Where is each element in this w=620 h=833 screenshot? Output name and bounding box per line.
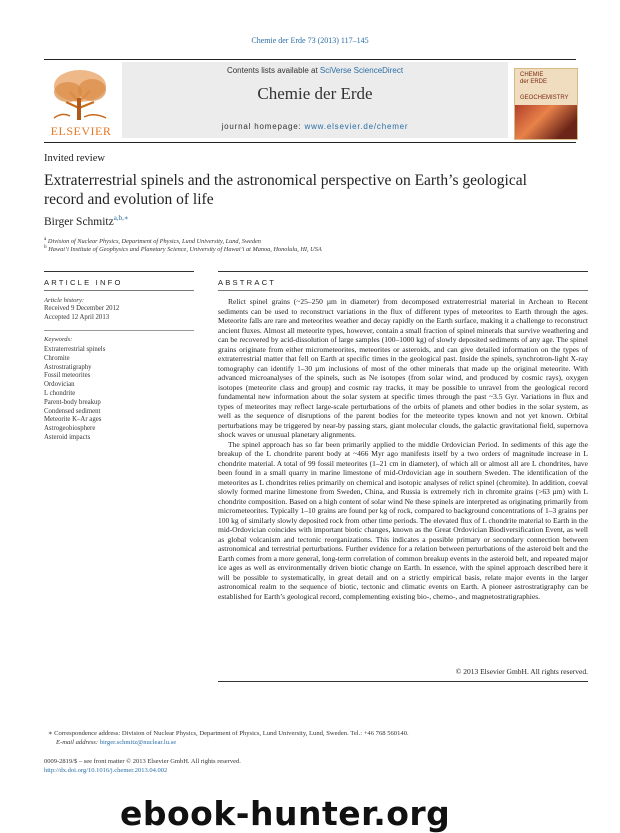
history-label: Article history: [44,297,85,304]
article-title-line1: Extraterrestrial spinels and the astronomical perspective on Earth’s geological [44,172,527,189]
keyword-item: Astrogeobiosphere [44,425,96,433]
affiliation-b [44,244,322,253]
section-type: Invited review [44,153,105,164]
keyword-item: Condensed sediment [44,407,101,415]
email-link[interactable]: birger.schmitz@nuclear.lu.se [99,739,177,746]
cover-subtitle: GEOCHEMISTRY [520,95,569,101]
keyword-item: Parent-body breakup [44,398,101,406]
affiliation-b-mark: b [44,244,47,250]
affiliation-a-text: Division of Nuclear Physics, Department of Physics, Lund University, Lund, Sweden [47,238,261,246]
sciencedirect-link[interactable]: SciVerse ScienceDirect [319,66,404,75]
homepage-prefix: journal homepage: [221,122,305,131]
abstract-paragraph-2: The spinel approach has so far been primarily applied to the middle Ordovician Period. In sediments of this age the breakup of the L chondrite parent body at ~466 Myr ago manifests itself by a two orders of magnitude increase in L chondrite material. A total of 99 fossil meteorites (1–21 cm in diameter), of which all or almost all are L chondrites, have been found in a small quarry in marine limestone of mid-Ordovician age in southern Sweden. The identification of the meteorites as L chondrites relies primarily on chemical and isotopic analyses of relict spinel (chromite). In addition, coeval slowly formed marine limestone from Sweden, China, and Russia is extremely rich in chromite grains (>63 µm) with L chondrite composition. Based on a high content of solar wind Ne these spinels are interpreted as originating primarily from micrometeorites. Typically 1–10 grains are found per kg of rock, compared to background concentrations of 1–3 grains per 100 kg of similarly slowly deposited rock from other time periods. The elevated flux of L chondrite material to Earth in the mid-Ordovician coincides with important biotic changes, known as the Great Ordovician Biodiversification Event, as well as global volcanism and tectonic reorganizations. This indicates a possible primary or secondary connection between astronomical and terrestrial perturbations. Further evidence for a relation between perturbations of the asteroid belt and the Earth comes from a more general, long-term correlation of common breakup events in the asteroid belt, and repeated major ice ages as well as environmentally driven biotic change on Earth. In essence, with the spinel approach described here it will be possible to systematically, in great detail and on a strictly empirical basis, relate major events in the larger astronomical realm to the sequence of biotic, tectonic and climatic events on Earth. A pioneer astrostratigraphy can be established for Earth’s geological record, complementing existing bio-, chemo-, and magnetostratigraphies. [218,439,588,601]
keywords-divider [44,330,194,331]
correspondence-footnote [48,729,586,747]
contents-line [122,66,508,75]
article-title [44,171,584,209]
cover-image [515,105,577,139]
keyword-item: Meteorite K–Ar ages [44,416,102,424]
doi-link[interactable]: http://dx.doi.org/10.1016/j.chemer.2013.04.002 [44,766,168,774]
received-date: Received 9 December 2012 [44,305,120,312]
keyword-item: Chromite [44,354,70,362]
abstract-rule-top [218,271,588,272]
keyword-item: L chondrite [44,389,76,397]
email-label: E-mail address: [56,739,99,746]
issn-line: 0009-2819/$ – see front matter © 2013 Elsevier GmbH. All rights reserved. [44,758,241,765]
author-name[interactable]: Birger Schmitz [44,215,114,228]
homepage-link[interactable]: www.elsevier.de/chemer [304,122,409,131]
footnote-mark: ∗ [48,730,53,737]
affiliation-b-text: Hawai’i Institute of Geophysics and Planetary Science, University of Hawai’i at Manoa, Honolulu, HI, USA [48,246,322,254]
keyword-item: Asteroid impacts [44,433,91,441]
article-info-rule-top [44,271,194,272]
contents-box [122,62,508,138]
article-title-line2: record and evolution of life [44,191,214,208]
abstract-body [218,297,588,601]
author-affiliation-marks[interactable]: a,b,∗ [113,214,129,222]
accepted-date: Accepted 12 April 2013 [44,314,110,321]
article-info-heading: ARTICLE INFO [44,278,123,287]
cover-title-line1: CHEMIE [520,72,544,78]
abstract-rule-bottom [218,290,588,291]
watermark-text: ebook-hunter.org [120,794,451,833]
contents-prefix: Contents lists available at [226,66,320,75]
keyword-item: Fossil meteorites [44,372,91,380]
article-info-rule-bottom [44,290,194,291]
journal-reference[interactable]: Chemie der Erde 73 (2013) 117–145 [251,36,369,45]
keyword-item: Extraterrestrial spinels [44,346,106,353]
elsevier-logo[interactable] [44,62,118,138]
abstract-rule-end [218,681,588,682]
author-line [44,214,129,228]
abstract-heading: ABSTRACT [218,278,277,287]
elsevier-wordmark: ELSEVIER [50,124,112,138]
keywords-label: Keywords: [44,336,73,343]
keyword-item: Ordovician [44,381,75,389]
affiliation-a-mark: a [44,236,47,242]
cover-title-line2: der ERDE [520,79,548,85]
journal-cover-thumbnail[interactable] [514,68,578,140]
abstract-paragraph-1: Relict spinel grains (~25–250 µm in diameter) from decomposed extraterrestrial material in Archean to Recent sediments can be used to reconstruct variations in the flux of different types of meteorites to Earth through the ages. Meteorite falls are rare and meteorites weather and decay rapidly on the Earth surface, making it a challenge to reconstruct ancient fluxes. Almost all meteorite types, however, contain a small fraction of spinel minerals that survive weathering and can be recovered by acid-dissolution of large samples (100–1000 kg) of slowly deposited sediments of any age. The spinel grains originate from either micrometeorites, meteorites or asteroids, and can give detailed information on the types of extraterrestrial matter that fell on Earth at specific times in the geological past. Inside the spinels, synchrotron-light X-ray tomography can identify 1–30 µm inclusions of most of the other minerals that made up the original meteorite. With advanced microanalyses of the spinels, such as Ne isotopes (from solar wind, and produced by cosmic rays), oxygen isotopes (meteorite class and group) and cosmic ray tracks, it may be possible to unravel from the geological record fundamental new information about the solar system at specific times through the past ~3.5 Gyr. Variations in flux and types of meteorites may reflect large-scale perturbations of the orbits of planets and other bodies in the solar system, as well as the sequence of disruptions of the parent bodies for the meteorite types known and not yet known. Orbital perturbations may be triggered by near-by passing stars, giant molecular clouds, the galactic gravitational field, supernova shock waves or unusual planetary alignments. [218,297,588,439]
journal-homepage [122,122,508,131]
publication-meta [44,758,241,776]
keyword-list [44,346,105,443]
copyright-notice: © 2013 Elsevier GmbH. All rights reserved. [455,667,588,676]
journal-title: Chemie der Erde [257,84,373,103]
correspondence-address: Correspondence address: Division of Nuclear Physics, Department of Physics, Lund University, Lund, Sweden. Tel.: +46 768 560140. [54,730,409,737]
keyword-item: Astrostratigraphy [44,363,92,371]
